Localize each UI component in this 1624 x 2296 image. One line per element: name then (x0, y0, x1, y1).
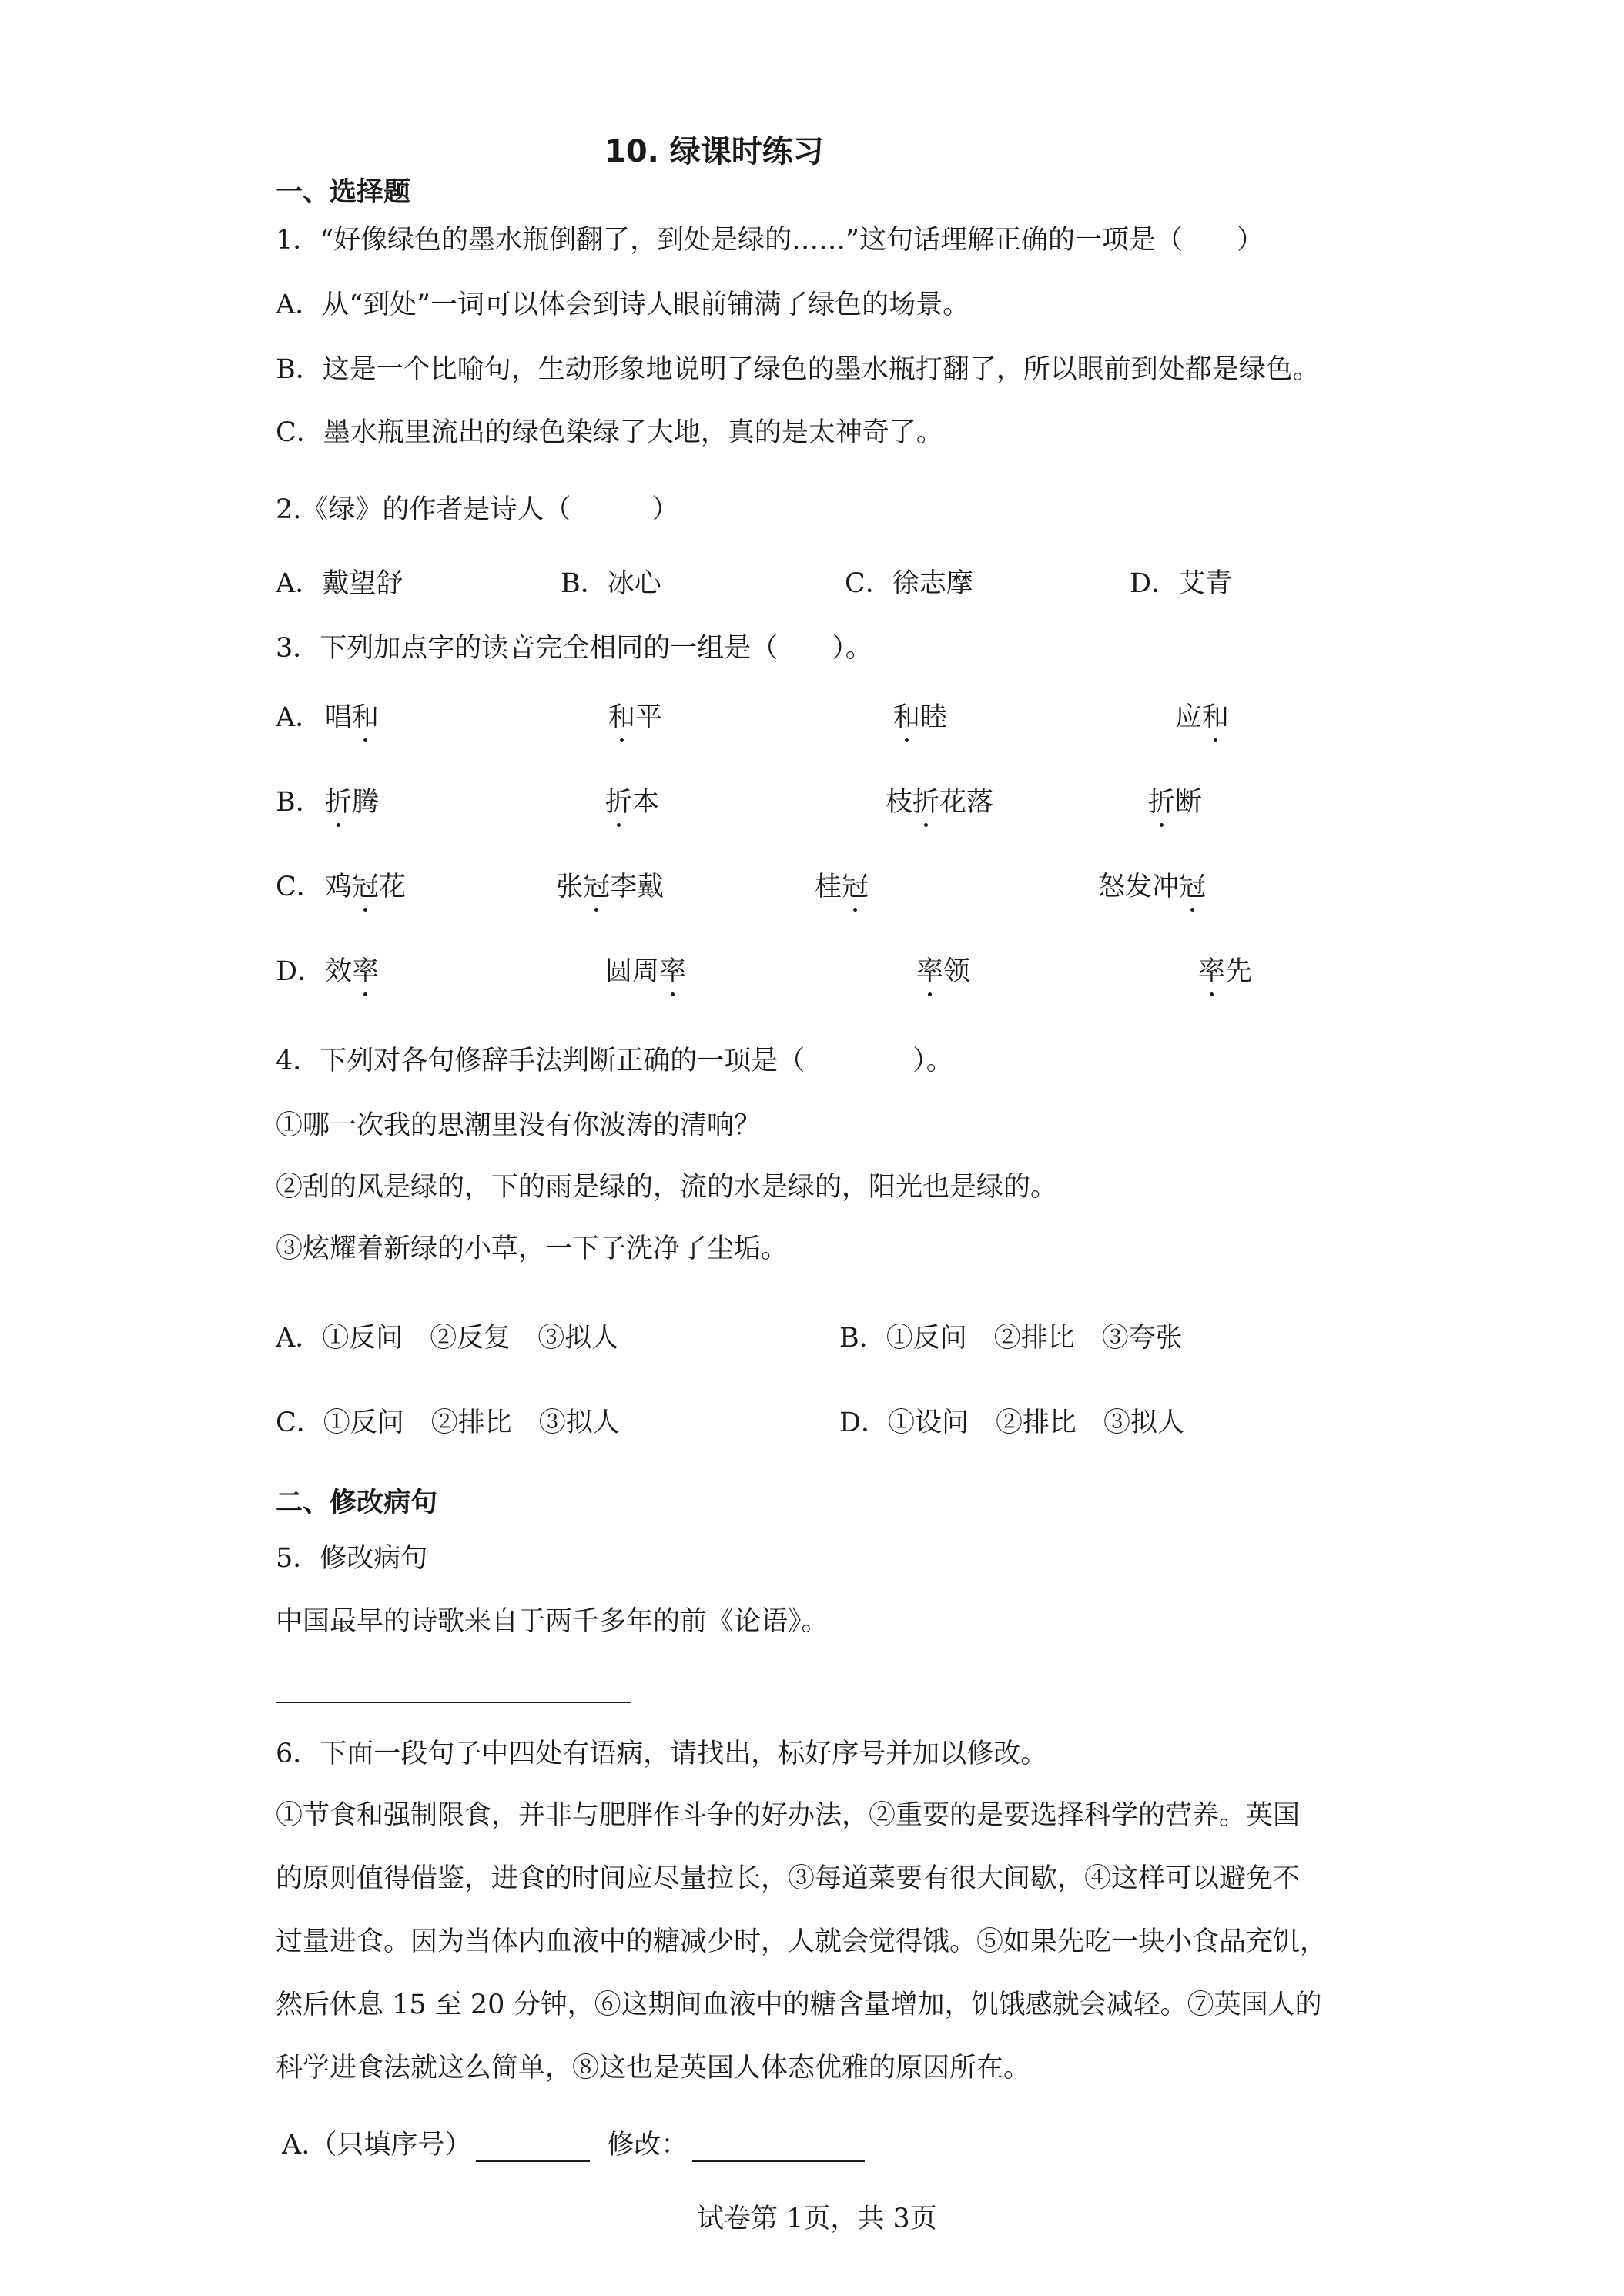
q3-stem: 3．下列加点字的读音完全相同的一组是（ ）。 (276, 633, 872, 664)
q3-word: 鸡冠花 (325, 872, 407, 902)
q4-stem: 4．下列对各句修辞手法判断正确的一项是（ ）。 (276, 1046, 953, 1076)
q4-sentence-1: ①哪一次我的思潮里没有你波涛的清响？ (276, 1110, 762, 1141)
q3-word: 枝折花落 (886, 787, 994, 818)
q6-stem: 6．下面一段句子中四处有语病，请找出，标好序号并加以修改。 (276, 1739, 1048, 1769)
dotted-char: 和 (352, 702, 380, 733)
q1-option-b[interactable]: B．这是一个比喻句，生动形象地说明了绿色的墨水瓶打翻了，所以眼前到处都是绿色。 (276, 354, 1320, 385)
q3-word: 率领 (916, 956, 971, 987)
q3-word: 张冠李戴 (556, 872, 665, 902)
q2-option-c[interactable]: C．徐志摩 (845, 568, 973, 599)
dotted-char: 冠 (583, 872, 611, 902)
dotted-char: 冠 (352, 872, 380, 902)
dotted-char: 和 (893, 702, 921, 733)
q6-answer-label: A.（只填序号） (282, 2130, 472, 2160)
dotted-char: 折 (912, 787, 940, 818)
dotted-char: 折 (1148, 787, 1176, 818)
q3-word: 折断 (1148, 787, 1203, 818)
dotted-char: 和 (608, 702, 636, 733)
q3-row-a-label[interactable]: A． (276, 702, 323, 733)
q4-sentence-3: ③炫耀着新绿的小草，一下子洗净了尘垢。 (276, 1233, 789, 1264)
q2-stem: 2.《绿》的作者是诗人（ ） (276, 494, 679, 525)
q4-option-b[interactable]: B．①反问 ②排比 ③夸张 (839, 1323, 1183, 1354)
q3-row-c-label[interactable]: C． (276, 872, 323, 902)
q3-word: 唱和 (325, 702, 380, 733)
q6-answer-blank[interactable] (476, 2134, 590, 2162)
q4-sentence-2: ②刮的风是绿的，下的雨是绿的，流的水是绿的，阳光也是绿的。 (276, 1172, 1058, 1203)
dotted-char: 率 (916, 956, 944, 987)
dotted-char: 冠 (1179, 872, 1207, 902)
section-heading-correction: 二、修改病句 (276, 1488, 438, 1518)
q1-stem: 1．“好像绿色的墨水瓶倒翻了，到处是绿的……”这句话理解正确的一项是（ ） (276, 225, 1264, 256)
dotted-char: 和 (1202, 702, 1230, 733)
q1-option-a[interactable]: A．从“到处”一词可以体会到诗人眼前铺满了绿色的场景。 (276, 290, 970, 320)
q3-word: 效率 (325, 956, 380, 987)
q6-answer-row (282, 2128, 865, 2162)
q2-option-d[interactable]: D．艾青 (1130, 568, 1233, 599)
q4-option-c[interactable]: C．①反问 ②排比 ③拟人 (276, 1407, 620, 1438)
q6-passage-line: 过量进食。因为当体内血液中的糖减少时，人就会觉得饿。⑤如果先吃一块小食品充饥， (276, 1926, 1328, 1957)
dotted-char: 率 (659, 956, 687, 987)
q5-answer-line[interactable] (276, 1702, 631, 1703)
dotted-char: 冠 (842, 872, 869, 902)
q6-passage-line: 然后休息 15 至 20 分钟，⑥这期间血液中的糖含量增加，饥饿感就会减轻。⑦英国人的 (276, 1990, 1322, 2020)
q3-word: 率先 (1198, 956, 1253, 987)
q4-option-d[interactable]: D．①设问 ②排比 ③拟人 (839, 1407, 1185, 1438)
q6-passage-line: 科学进食法就这么简单，⑧这也是英国人体态优雅的原因所在。 (276, 2053, 1031, 2083)
q3-word: 和睦 (893, 702, 948, 733)
dotted-char: 折 (325, 787, 353, 818)
q3-word: 桂冠 (815, 872, 869, 902)
q3-row-b-label[interactable]: B． (276, 787, 323, 818)
q3-word: 和平 (608, 702, 663, 733)
dotted-char: 折 (605, 787, 633, 818)
section-heading-choice: 一、选择题 (276, 177, 411, 208)
q2-option-b[interactable]: B．冰心 (561, 568, 661, 599)
q3-row-d-label[interactable]: D． (276, 956, 325, 987)
dotted-char: 率 (352, 956, 380, 987)
dotted-char: 率 (1198, 956, 1226, 987)
q3-word: 怒发冲冠 (1098, 872, 1207, 902)
page-footer: 试卷第 1页，共 3页 (697, 2204, 937, 2234)
q3-word: 折腾 (325, 787, 380, 818)
q6-fix-label: 修改： (607, 2130, 688, 2160)
q3-word: 应和 (1175, 702, 1230, 733)
q2-option-a[interactable]: A．戴望舒 (276, 568, 403, 599)
q5-stem: 5．修改病句 (276, 1543, 428, 1574)
q6-fix-blank[interactable] (692, 2134, 865, 2162)
q4-option-a[interactable]: A．①反问 ②反复 ③拟人 (276, 1323, 619, 1354)
q5-sentence: 中国最早的诗歌来自于两千多年的前《论语》。 (276, 1606, 829, 1637)
q1-option-c[interactable]: C．墨水瓶里流出的绿色染绿了大地，真的是太神奇了。 (276, 417, 943, 448)
q6-passage-line: 的原则值得借鉴，进食的时间应尽量拉长，③每道菜要有很大间歇，④这样可以避免不 (276, 1863, 1301, 1894)
page-title: 10. 绿课时练习 (604, 134, 824, 169)
q3-word: 圆周率 (605, 956, 687, 987)
q3-word: 折本 (605, 787, 660, 818)
q6-passage-line: ①节食和强制限食，并非与肥胖作斗争的好办法，②重要的是要选择科学的营养。英国 (276, 1800, 1301, 1831)
